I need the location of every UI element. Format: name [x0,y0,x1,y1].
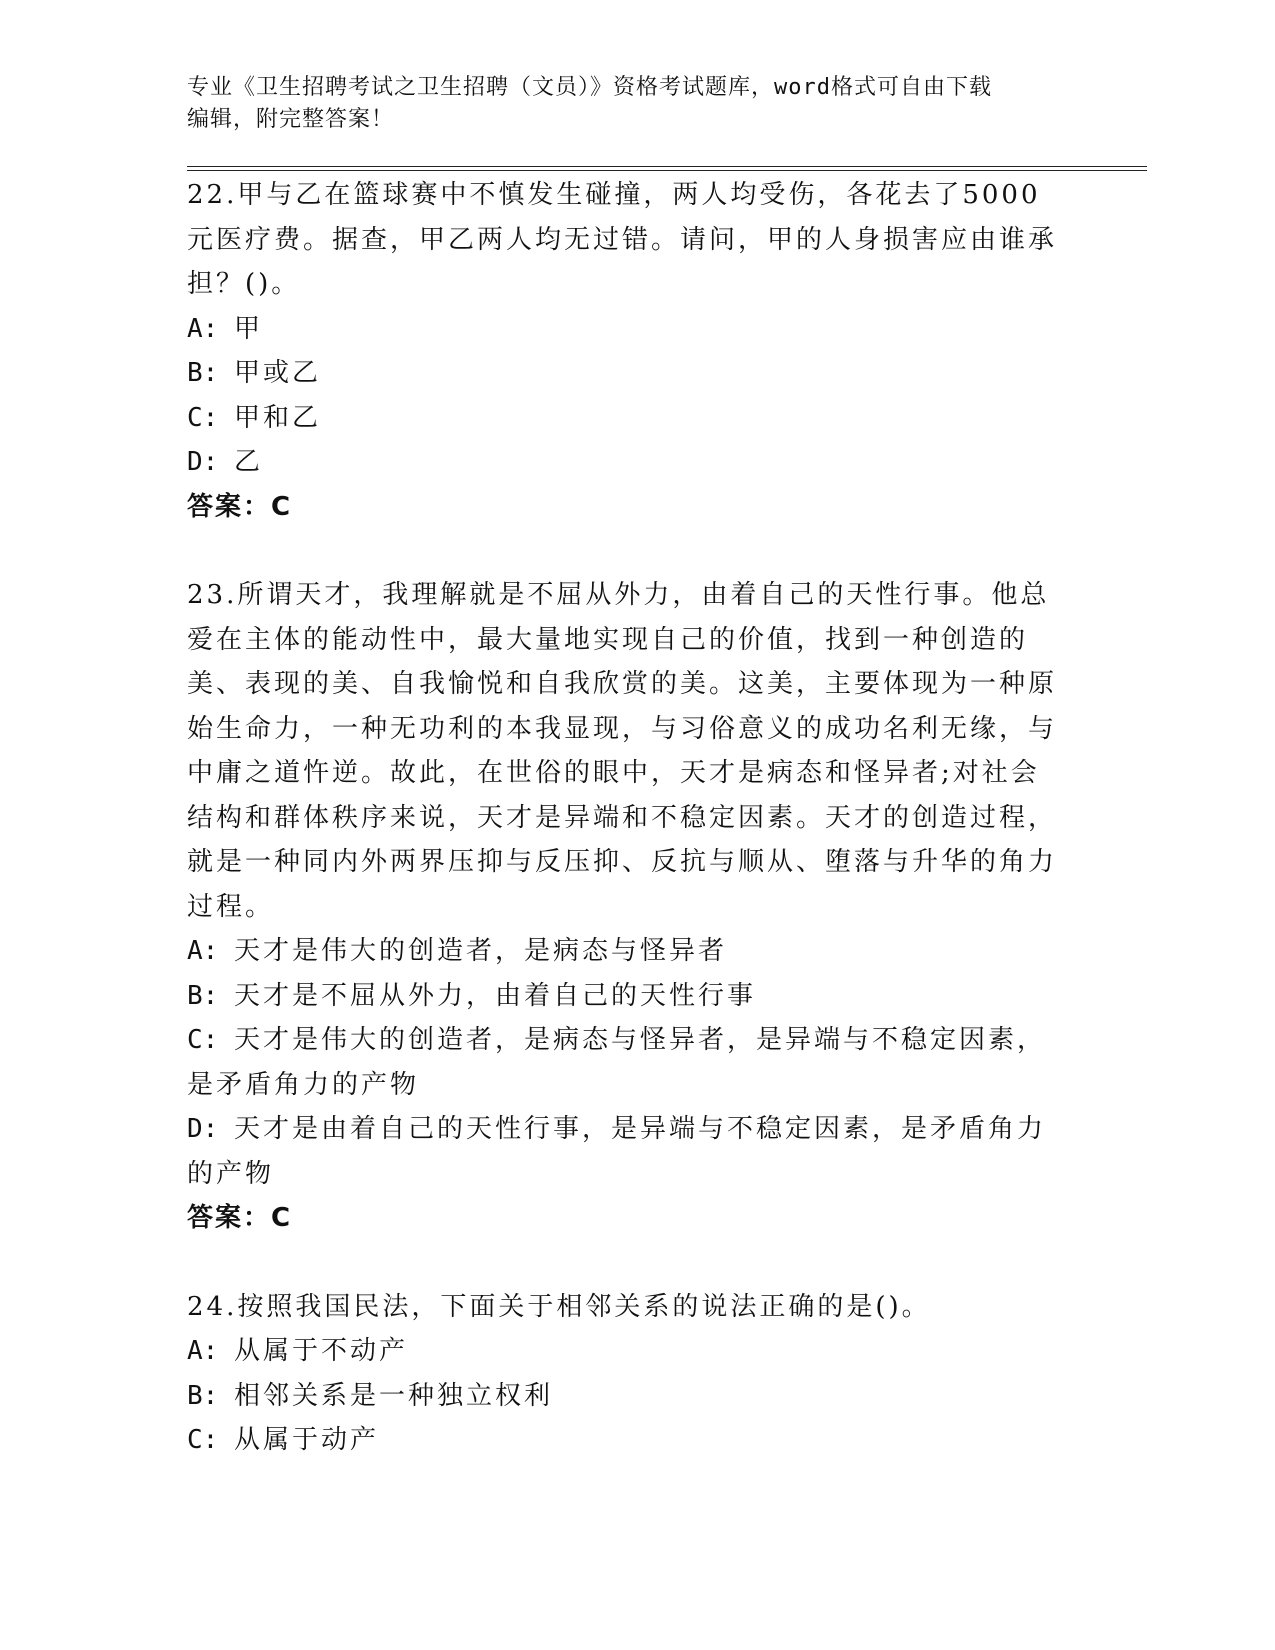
option-key: C: [187,1025,234,1055]
option-text: 甲或乙 [233,358,321,388]
option-key: C: [187,402,234,433]
option-key: D: [187,447,234,477]
option-text: 乙 [233,447,263,477]
option-a [187,307,1067,352]
question-24 [187,1285,1147,1463]
option-c [187,396,1067,441]
spacer [187,529,1147,573]
option-b [187,351,1067,396]
question-22 [187,173,1147,529]
option-d [187,440,1067,485]
option-text: 从属于动产 [233,1425,379,1455]
option-d [187,1107,1067,1196]
option-a [187,1329,1067,1374]
option-text: 相邻关系是一种独立权利 [233,1380,553,1411]
question-text: 22.甲与乙在篮球赛中不慎发生碰撞，两人均受伤，各花去了5000元医疗费。据查，甲乙两人均无过错。请问，甲的人身损害应由谁承担？()。 [187,180,1058,299]
option-a [187,929,1067,974]
option-key: C: [187,1425,234,1455]
option-text: 天才是不屈从外力，由着自己的天性行事 [233,980,756,1011]
option-text: 甲 [233,313,263,344]
option-key: A: [187,313,234,344]
option-key: A: [187,1336,234,1366]
spacer [187,1241,1147,1285]
question-text: 24.按照我国民法，下面关于相邻关系的说法正确的是()。 [187,1291,931,1322]
header-double-rule [187,166,1147,171]
option-text: 天才是伟大的创造者，是病态与怪异者 [233,936,727,966]
option-key: B: [187,358,234,388]
option-key: B: [187,1380,234,1411]
header-line-2: 编辑，附完整答案！ [187,107,395,132]
option-text: 甲和乙 [233,402,321,433]
option-key: B: [187,980,234,1011]
option-key: A: [187,936,234,966]
question-23 [187,573,1147,1241]
option-key: D: [187,1114,234,1144]
option-text: 天才是伟大的创造者，是病态与怪异者，是异端与不稳定因素，是矛盾角力的产物 [187,1025,1046,1100]
document-page [187,72,1147,1463]
option-text: 天才是由着自己的天性行事，是异端与不稳定因素，是矛盾角力的产物 [187,1114,1046,1189]
option-b [187,1374,1067,1419]
header-line-1: 专业《卫生招聘考试之卫生招聘（文员）》资格考试题库，word格式可自由下载 [187,75,992,100]
option-text: 从属于不动产 [233,1336,408,1366]
document-header [187,72,1147,136]
option-c [187,1418,1067,1463]
header-rule-inner [187,170,1147,171]
option-c [187,1018,1067,1107]
option-b [187,974,1067,1019]
answer-line: 答案：C [187,491,293,522]
question-text: 23.所谓天才，我理解就是不屈从外力，由着自己的天性行事。他总爱在主体的能动性中，最大量地实现自己的价值，找到一种创造的美、表现的美、自我愉悦和自我欣赏的美。这美，主要体现为一种原始生命力，一种无功利的本我显现，与习俗意义的成功名利无缘，与中庸之道忤逆。故此，在世俗的眼中，天才是病态和怪异者;对社会结构和群体秩序来说，天才是异端和不稳定因素。天才的创造过程，就是一种同内外两界压抑与反压抑、反抗与顺从、堕落与升华的角力过程。 [187,580,1058,922]
answer-line: 答案：C [187,1203,293,1233]
